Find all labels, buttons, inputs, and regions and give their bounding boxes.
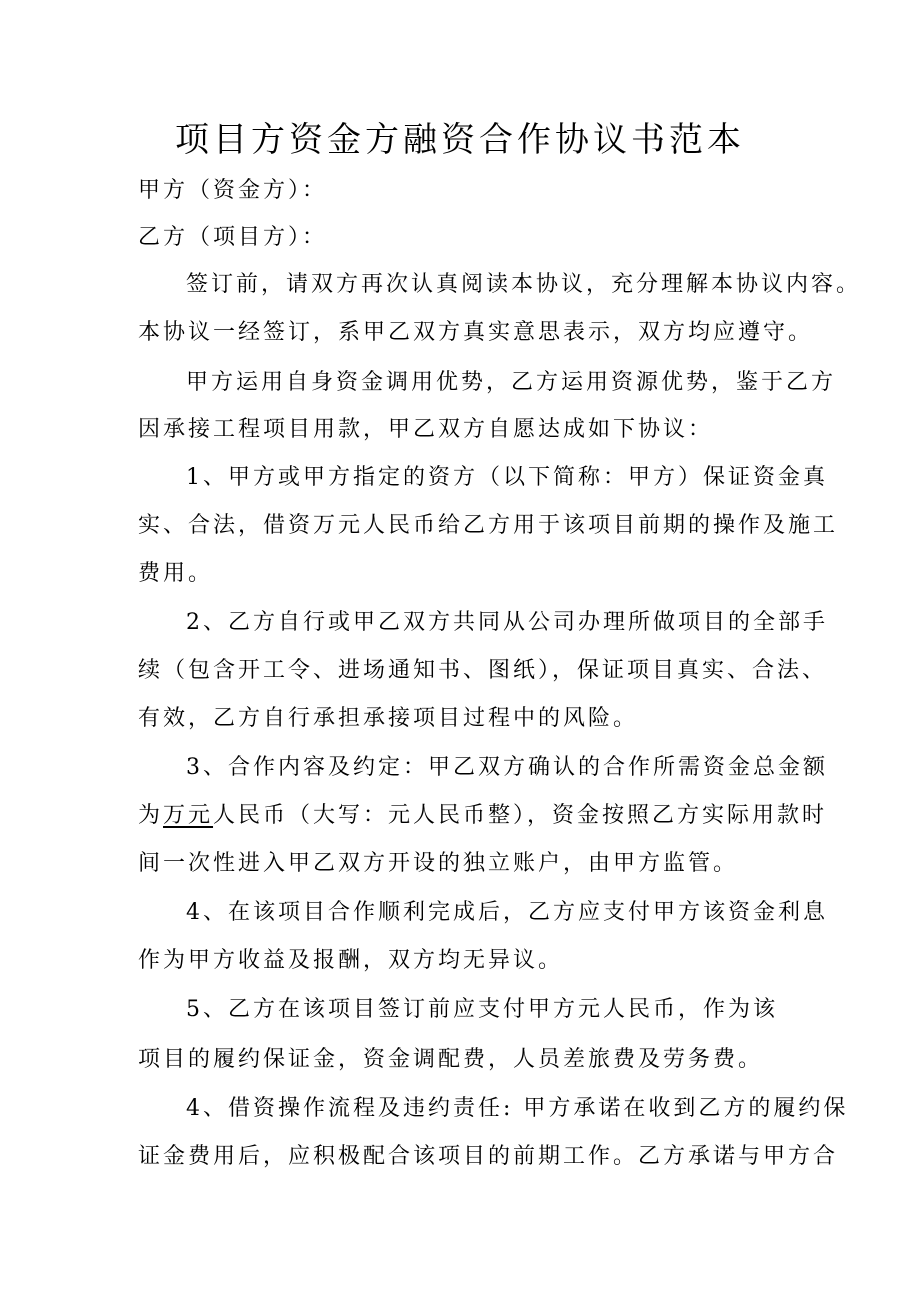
clause-3-line-2 (138, 801, 828, 831)
clause-5-line-1: 5、乙方在该项目签订前应支付甲方元人民币，作为该 (186, 997, 778, 1022)
preamble-line-1: 签订前，请双方再次认真阅读本协议，充分理解本协议内容。 (186, 272, 862, 297)
clause-2-line-2: 续（包含开工令、进场通知书、图纸），保证项目真实、合法、 (138, 658, 828, 683)
clause-3-line-3: 间一次性进入甲乙双方开设的独立账户，由甲方监管。 (138, 851, 739, 876)
clause-6-line-2: 证金费用后，应积极配合该项目的前期工作。乙方承诺与甲方合 (138, 1144, 839, 1169)
party-a-line: 甲方（资金方）： (138, 178, 328, 203)
clause-6-line-1: 4、借资操作流程及违约责任: 甲方承诺在收到乙方的履约保 (186, 1096, 849, 1121)
clause-4-line-2: 作为甲方收益及报酬，双方均无异议。 (138, 948, 564, 973)
party-b-line: 乙方（项目方）： (138, 225, 328, 250)
clause-1-line-3: 费用。 (138, 561, 214, 586)
clause-3-suffix: 人民币（大写：元人民币整），资金按照乙方实际用款时 (213, 803, 828, 828)
document-title: 项目方资金方融资合作协议书范本 (175, 120, 745, 160)
clause-2-line-3: 有效，乙方自行承担承接项目过程中的风险。 (138, 706, 639, 731)
intro-line-1: 甲方运用自身资金调用优势，乙方运用资源优势，鉴于乙方 (186, 370, 837, 395)
preamble-line-2: 本协议一经签订，系甲乙双方真实意思表示，双方均应遵守。 (138, 320, 814, 345)
clause-2-line-1: 2、乙方自行或甲乙双方共同从公司办理所做项目的全部手 (186, 610, 828, 635)
clause-1-line-2: 实、合法，借资万元人民币给乙方用于该项目前期的操作及施工 (138, 513, 839, 538)
clause-3-prefix: 为 (138, 803, 164, 828)
intro-line-2: 因承接工程项目用款，甲乙双方自愿达成如下协议： (138, 417, 714, 442)
clause-4-line-1: 4、在该项目合作顺利完成后，乙方应支付甲方该资金利息 (186, 900, 828, 925)
clause-3-line-1: 3、合作内容及约定：甲乙双方确认的合作所需资金总金额 (186, 755, 828, 780)
clause-3-amount-blank: 万元 (163, 803, 214, 828)
clause-5-line-2: 项目的履约保证金，资金调配费，人员差旅费及劳务费。 (138, 1047, 764, 1072)
clause-1-line-1: 1、甲方或甲方指定的资方（以下简称：甲方）保证资金真 (186, 465, 828, 490)
